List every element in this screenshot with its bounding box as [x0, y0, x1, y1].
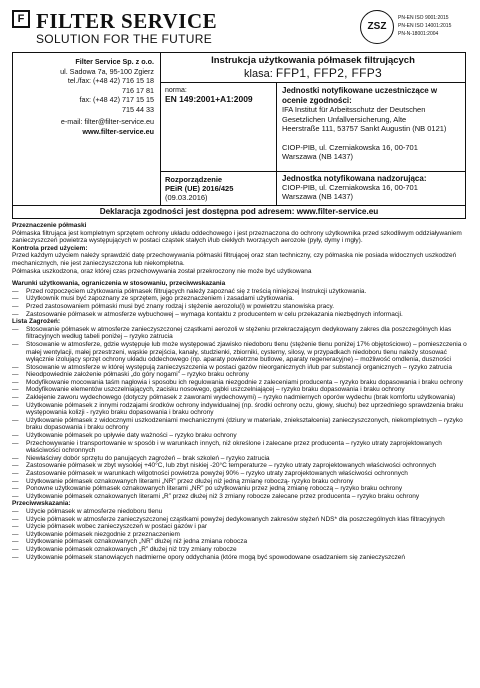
notified-body-line: CIOP-PIB, ul. Czerniakowska 16, 00-701: [282, 142, 418, 152]
notified-bodies-block: [277, 83, 465, 171]
list-item: — Zaklejenie zaworu wydechowego (dotyczy półmasek z zaworami wydechowymi) – ryzyko nadmiernych oporów wydechu (brak komfortu użytkowania): [12, 394, 468, 402]
list-item: — Użytkowanie półmasek oznakowanych „R” dłużej niż trzy zmiany robocze: [12, 546, 468, 554]
class-values: FFP1, FFP2, FFP3: [275, 66, 382, 80]
section-heading: Warunki użytkowania, ograniczenia w stosowaniu, przeciwwskazania: [12, 280, 226, 288]
list-item: — Użycie półmasek wobec zanieczyszczeń w postaci gazów i par: [12, 523, 468, 531]
section-heading: Przeznaczenie półmaski: [12, 222, 87, 229]
cert-line: PN-EN ISO 14001:2015: [398, 23, 452, 29]
supervising-body-line: Warszawa (NB 1437): [282, 192, 353, 201]
supervising-body-block: [277, 171, 465, 205]
class-label: klasa:: [244, 68, 273, 80]
regulation-line: Rozporządzenie: [165, 175, 223, 184]
section-heading: Lista Zagrożeń:: [12, 318, 61, 326]
brand-slogan: SOLUTION FOR THE FUTURE: [36, 32, 213, 46]
list-item: — Przed rozpoczęciem użytkowania półmasek filtrujących należy zapoznać się z treścią niniejszej Instrukcji użytkowania.: [12, 288, 468, 296]
list-item: — Użytkowanie półmasek stanowiących nadmierne opory oddychania (które mogą być spowodowane osadzaniem się zanieczyszczeń: [12, 554, 468, 562]
list-item: — Stosowanie w atmosferze, gdzie występuje lub może występować zjawisko niedoboru tlenu (stężenie tlenu poniżej 17% objętościowo) – pomieszczenia o małej wentylacji, małej przestrzeni, wąskie przejścia, kanały, studzienki, zbiorniki, cysterny, silosy, w przypadkach niedoboru tlenu należy stosować wyłącznie izolujący sprzęt ochrony układu oddechowego (np. aparaty powietrzne butlowe, aparaty regeneracyjne) – możliwość omdlenia, duszności: [12, 341, 468, 364]
list-item: — Użycie półmasek w atmosferze niedoboru tlenu: [12, 508, 468, 516]
company-fax-2: 715 44 33: [122, 104, 154, 114]
regulation-line: PEiR (UE) 2016/425: [165, 184, 234, 193]
hazards-list: [12, 326, 468, 501]
certification-list: [398, 14, 451, 38]
norm-block: [161, 83, 277, 171]
list-item: — Stosowanie w atmosferze w której występują zanieczyszczenia w postaci gazów nieorganicznych i/lub par substancji organicznych – ryzyko zatrucia: [12, 364, 468, 372]
company-email[interactable]: e-mail: filter@filter-service.eu: [60, 117, 154, 126]
list-item: — Nieodpowiednie założenie półmaski „do góry nogami” – ryzyko braku ochrony: [12, 371, 468, 379]
certification-logo: ZSZ: [360, 10, 394, 44]
instruction-title-block: [161, 53, 465, 83]
list-item: — Użytkowanie półmasek oznakowanych literami „NR” przez dłużej niż jedną zmianę roboczą- ryzyko braku ochrony: [12, 478, 468, 486]
supervising-body-heading: Jednostka notyfikowana nadzorująca:: [282, 174, 427, 183]
company-name: Filter Service Sp. z o.o.: [75, 57, 154, 66]
cert-line: PN-N-18001:2004: [398, 31, 439, 37]
company-tel: tel./fax: (+48 42) 716 15 18: [67, 76, 154, 85]
list-item: — Użytkowanie półmasek z innymi rodzajami środków ochrony indywidualnej (np. środki ochrony oczu, głowy, słuchu) bez uprzedniego sprawdzenia braku występowania kolizji - ryzyko braku dopasowania i braku ochrony: [12, 402, 468, 417]
notified-body-spacer: [282, 134, 460, 143]
regulation-date: (09.03.2016): [165, 193, 208, 202]
regulation-block: [161, 171, 277, 205]
fs-logo-icon: F: [12, 10, 30, 28]
cert-line: PN-EN ISO 9001:2015: [398, 15, 449, 21]
notified-body-line: Gesetzlichen Unfallversicherung, Alte: [282, 114, 407, 124]
list-item: — Modyfikowanie elementów uszczelniających, zacisku nosowego, gąbki uszczelniającej – ryzyko braku dopasowania i braku ochrony: [12, 386, 468, 394]
paragraph: Przed każdym użyciem należy sprawdzić datę przechowywania półmaski filtrującej oraz stan techniczny, czy półmaska nie posiada widocznych uszkodzeń mechanicznych, nie jest zanieczyszczona lub niekompletna.: [12, 252, 457, 267]
list-item: — Zastosowanie półmasek w zbyt wysokiej +40°C, lub zbyt niskiej -20°C temperaturze – ryzyko utraty zaprojektowanych właściwości ochronnych: [12, 462, 468, 470]
list-item: — Użytkowanie półmasek oznakowanych „NR” dłużej niż jedna zmiana robocza: [12, 538, 468, 546]
paragraph: Półmaska uszkodzona, oraz której czas przechowywania został przekroczony nie może być użytkowana: [12, 267, 312, 275]
notified-body-line: IFA Institut für Arbeitsschutz der Deutschen: [282, 105, 426, 114]
info-frame: [12, 52, 466, 206]
norm-label: norma:: [165, 87, 187, 94]
list-item: — Użycie półmasek w atmosferze zanieczyszczonej cząstkami powyżej dedykowanych zakresów stężeń NDS* dla poszczególnych klas filtracyjnych: [12, 516, 468, 524]
section-heading: Przeciwwskazania:: [12, 500, 71, 508]
contact-block: [13, 53, 161, 205]
list-item: — Użytkowanie półmasek oznakowanych literami „R” przez dłużej niż 3 zmiany robocze zalecane przez producenta – ryzyko braku ochrony: [12, 493, 468, 501]
list-item: — Przechowywanie i transportowanie w sposób i w warunkach innych, niż określone i zalecane przez producenta – ryzyko utraty zaprojektowanych właściwości ochronnych: [12, 440, 468, 455]
page-header: [0, 0, 480, 52]
company-tel-2: 716 17 81: [122, 85, 154, 95]
brand-name: FILTER SERVICE: [36, 9, 218, 33]
contraindications-list: [12, 508, 468, 561]
list-item: — Użytkownik musi być zapoznany ze sprzętem, jego przeznaczeniem i zasadami użytkowania.: [12, 295, 468, 303]
list-item: — Zastosowanie półmasek w atmosferze wybuchowej – wymaga kontaktu z producentem w celu przekazania niezbędnych informacji.: [12, 311, 468, 319]
list-item: — Stosowanie półmasek w atmosferze zanieczyszczonej cząstkami aerozoli w stężeniu przekraczającym dedykowany zakres dla poszczególnych klas filtracyjnych według tabeli poniżej – ryzyko zatrucia: [12, 326, 468, 341]
list-item: — Użytkowanie półmasek z widocznymi uszkodzeniami mechanicznymi (dziury w materiale, zniekształcenia) zanieczyszczonych, niekompletnych – ryzyko braku dopasowania i braku ochrony: [12, 417, 468, 432]
list-item: — Zastosowanie półmasek w warunkach wilgotności powietrza powyżej 90% – ryzyko utraty zaprojektowanych właściwości ochronnych: [12, 470, 468, 478]
list-item: — Niewłaściwy dobór sprzętu do panujących zagrożeń – brak szkoleń – ryzyko zatrucia: [12, 455, 468, 463]
supervising-body-line: CIOP-PIB, ul. Czerniakowska 16, 00-701: [282, 183, 418, 192]
list-item: — Ponowne użytkowanie półmasek oznakowanych literami „NR” po użytkowaniu przez jedną zmianę roboczą – ryzyko braku ochrony: [12, 485, 468, 493]
notified-bodies-heading: Jednostki notyfikowane uczestniczące w ocenie zgodności:: [282, 86, 438, 105]
declaration-line: Deklaracja zgodności jest dostępna pod adresem: www.filter-service.eu: [12, 206, 466, 219]
company-fax: fax: (+48 42) 717 15 15: [79, 95, 154, 104]
notified-body-line: Heerstraße 111, 53757 Sankt Augustin (NB 0121): [282, 124, 447, 133]
company-address: ul. Sadowa 7a, 95-100 Zgierz: [60, 66, 154, 76]
conditions-list: [12, 288, 468, 318]
list-item: — Użytkowanie półmasek niezgodnie z przeznaczeniem: [12, 531, 468, 539]
list-item: — Modyfikowanie mocowania taśm nagłowia i sposobu ich regulowania niezgodnie z zaleceniami producenta – ryzyko braku dopasowania i braku ochrony: [12, 379, 468, 387]
instruction-classes: [161, 66, 465, 80]
company-website[interactable]: www.filter-service.eu: [82, 126, 154, 136]
notified-body-line: Warszawa (NB 1437): [282, 152, 353, 161]
instruction-title: Instrukcja użytkowania półmasek filtrujących: [211, 55, 415, 66]
norm-value: EN 149:2001+A1:2009: [165, 94, 253, 104]
paragraph: Półmaska filtrująca jest kompletnym sprzętem ochrony układu oddechowego i jest przeznaczona do ochrony użytkownika przed szkodliwym oddziaływaniem zanieczyszczeń powietrza występujących w postaci cząstek stałych i/lub ciekłych tworzących aerozole (pyły, dymy i mgły).: [12, 229, 462, 245]
list-item: — Przed zastosowaniem półmaski musi być znany rodzaj i stężenie aerozolu(i) w powietrzu stanowiska pracy.: [12, 303, 468, 311]
instruction-body: [12, 222, 468, 561]
list-item: — Użytkowanie półmasek po upływie daty ważności – ryzyko braku ochrony: [12, 432, 468, 440]
section-heading: Kontrola przed użyciem:: [12, 244, 88, 252]
